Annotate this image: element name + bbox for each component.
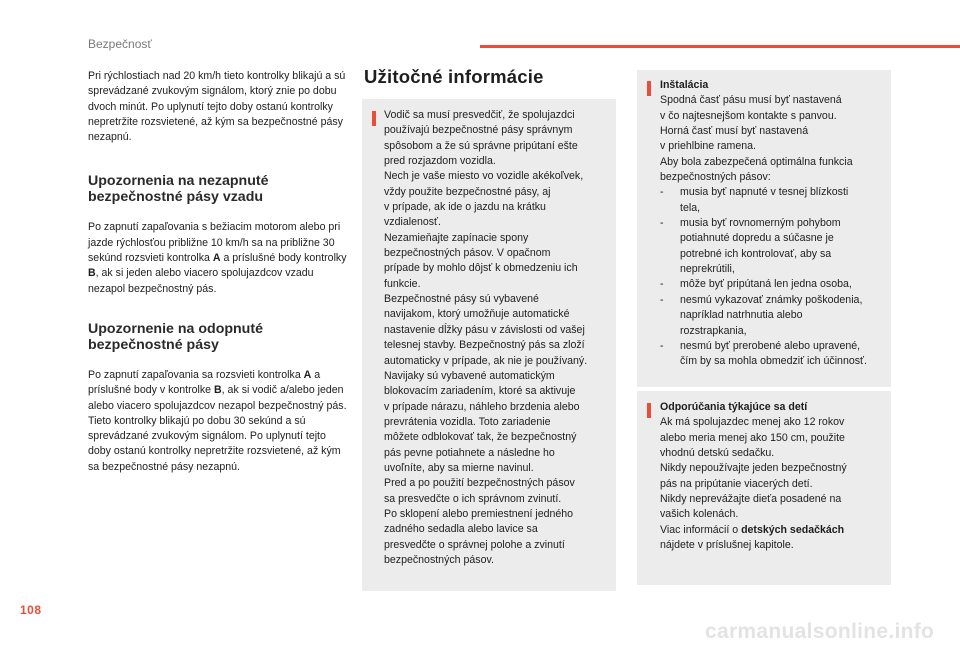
text-line: funkcie.	[384, 277, 421, 290]
text-line: Vodič sa musí presvedčiť, že spolujazdci	[384, 109, 575, 121]
installation-lines	[660, 93, 890, 185]
text-line: uvoľníte, aby sa mierne navinul.	[384, 461, 534, 474]
text-line: v prípade, ak ide o jazdu na krátku	[384, 201, 546, 214]
text-line: Horná časť musí byť nastavená	[660, 125, 809, 138]
text-line: navijakom, ktorý umožňuje automatické	[384, 308, 570, 321]
warning-mark-icon	[647, 403, 651, 418]
list-item	[660, 293, 890, 339]
heading-line: Upozornenia na nezapnuté	[88, 173, 269, 190]
info-box-installation	[637, 70, 891, 387]
list-item	[660, 185, 890, 216]
child-seats-reference: detských sedačkách	[741, 523, 845, 536]
text-line: Nikdy neprevážajte dieťa posadené na	[660, 493, 842, 506]
list-item-line: rozstrapkania,	[680, 324, 747, 337]
text-line: môžete odblokovať tak, že bezpečnostný	[384, 431, 577, 444]
list-dash: -	[660, 278, 664, 291]
text-line: sa presvedčte o ich správnom zvinutí.	[384, 492, 562, 505]
children-last-line	[660, 523, 890, 538]
heading-line: bezpečnostné pásy vzadu	[88, 189, 264, 206]
text-line: bezpečnostných pásov:	[660, 171, 771, 184]
text-line: Pred a po použití bezpečnostných pásov	[384, 477, 575, 490]
warning-mark-icon	[372, 111, 376, 126]
text-run: , ak si jeden alebo viacero spolujazdcov vzadu nezapol bezpečnostný pás.	[88, 267, 314, 295]
list-item-line: tela,	[680, 201, 701, 214]
text-line: blokovacím zariadením, ktoré sa aktivuje	[384, 385, 576, 398]
text-line: alebo meria menej ako 150 cm, použite	[660, 431, 845, 444]
text-line: Nikdy nepoužívajte jeden bezpečnostný	[660, 462, 847, 475]
text-line: Aby bola zabezpečená optimálna funkcia	[660, 155, 853, 168]
text-line: v čo najtesnejšom kontakte s panvou.	[660, 109, 837, 122]
text-line: zadného sedadla alebo lavice sa	[384, 523, 538, 536]
text-run: Po zapnutí zapaľovania sa rozsvieti kontrolka	[88, 368, 304, 381]
indicator-a: A	[303, 368, 312, 381]
text-line: Navijaky sú vybavené automatickým	[384, 369, 555, 382]
watermark: carmanualsonline.info	[705, 620, 935, 643]
text-line: bezpečnostných pásov. V opačnom	[384, 247, 551, 260]
text-line: vašich kolenách.	[660, 508, 739, 521]
text-run: a príslušné body v kontrolke	[88, 368, 321, 397]
installation-text	[660, 78, 890, 370]
heading-rear-unbuckled	[88, 173, 348, 205]
list-dash: -	[660, 293, 664, 306]
list-dash: -	[660, 186, 664, 199]
list-item-line: čím by sa mohla obmedziť ich účinnosť.	[680, 355, 867, 368]
text-line: nastavenie dĺžky pásu v závislosti od vašej	[384, 323, 585, 336]
heading-line: Upozornenie na odopnuté	[88, 320, 263, 337]
text-line: vždy použite bezpečnostné pásy, aj	[384, 185, 551, 198]
children-lines	[660, 415, 890, 522]
text-line: Bezpečnostné pásy sú vybavené	[384, 293, 539, 306]
text-line: používajú bezpečnostné pásy správnym	[384, 124, 573, 137]
useful-info-heading: Užitočné informácie	[364, 66, 544, 87]
text-line: prevrátenia vozidla. Toto zariadenie	[384, 415, 551, 428]
text-line: pred rozjazdom vozidla.	[384, 155, 496, 168]
text-line: automaticky v prípade, ak nie je používaný.	[384, 354, 588, 367]
text-line: telesnej stavby. Bezpečnostný pás sa zloží	[384, 339, 585, 352]
blinking-paragraph: Tieto kontrolky blikajú po dobu 30 sekúnd a sú sprevádzané zvukovým signálom. Po uplynutí tejto doby ostanú kontrolky nepretržite rozsvietené, až kým sa bezpečnostné pásy nezapnú.	[88, 414, 341, 473]
text-run: , ak si vodič a/alebo jeden alebo viacero spolujazdcov nezapol bezpečnostný pás.	[88, 384, 347, 412]
list-item-line: môže byť pripútaná len jedna osoba,	[680, 278, 852, 291]
list-item-line: musia byť napnuté v tesnej blízkosti	[680, 186, 849, 199]
heading-line: bezpečnostné pásy	[88, 336, 219, 353]
page-number: 108	[20, 603, 42, 617]
unbuckled-paragraph	[88, 368, 348, 414]
left-column	[88, 69, 348, 475]
children-text	[660, 400, 890, 553]
info-box-children	[637, 391, 891, 585]
text-run: Viac informácií o	[660, 523, 742, 536]
text-line: spôsobom a že sú správne pripútaní ešte	[384, 139, 578, 152]
list-dash: -	[660, 217, 664, 230]
list-item-line: potiahnuté dopredu a súčasne je	[680, 232, 834, 245]
list-dash: -	[660, 339, 664, 352]
text-run: Po zapnutí zapaľovania s bežiacim motorom alebo pri jazde rýchlosťou približne 10 km/h sa na približne 30 sekúnd rozsvieti kontrolka	[88, 221, 341, 265]
list-item	[660, 216, 890, 277]
list-item-line: neprekrútili,	[680, 263, 735, 276]
text-line: pás pevne potiahnete a následne ho	[384, 446, 555, 459]
list-item-line: nesmú byť prerobené alebo upravené,	[680, 339, 861, 352]
text-line: v priehlbine ramena.	[660, 140, 756, 153]
text-line: vhodnú detskú sedačku.	[660, 447, 775, 460]
header-rule	[480, 45, 960, 48]
info-box-drivers	[362, 99, 616, 591]
list-item	[660, 277, 890, 292]
text-line: Ak má spolujazdec menej ako 12 rokov	[660, 416, 845, 429]
text-line: Po sklopení alebo premiestnení jedného	[384, 507, 574, 520]
intro-paragraph: Pri rýchlostiach nad 20 km/h tieto kontrolky blikajú a sú sprevádzané zvukovým signálom, ktorý znie po dobu dvoch minút. Po uplynutí tejto doby ostanú kontrolky nepretržite rozsvietené, až kým sa bezpečnostné pásy nezapnú.	[88, 70, 346, 144]
text-line: vzdialenosť.	[384, 216, 441, 229]
indicator-a: A	[212, 252, 221, 265]
text-line: Nezamieňajte zapínacie spony	[384, 231, 529, 244]
children-title: Odporúčania týkajúce sa detí	[660, 401, 808, 413]
indicator-b: B	[88, 267, 96, 280]
rear-warning-paragraph	[88, 220, 348, 296]
children-last-line: nájdete v príslušnej kapitole.	[660, 539, 794, 552]
section-title: Bezpečnosť	[88, 37, 152, 51]
text-line: v prípade nárazu, náhleho brzdenia alebo	[384, 400, 580, 413]
installation-list	[660, 185, 890, 369]
text-line: bezpečnostných pásov.	[384, 553, 494, 566]
text-run: a príslušné body kontrolky	[220, 252, 347, 265]
list-item-line: napríklad natrhnutia alebo	[680, 309, 803, 322]
info-box-text	[384, 108, 614, 568]
text-line: prípade by mohlo dôjsť k obmedzeniu ich	[384, 262, 578, 275]
list-item-line: potrebné ich kontrolovať, aby sa	[680, 247, 832, 260]
text-line: Nech je vaše miesto vo vozidle akékoľvek,	[384, 170, 584, 183]
list-item	[660, 339, 890, 370]
warning-mark-icon	[647, 81, 651, 96]
text-line: presvedčte o správnej polohe a zvinutí	[384, 538, 565, 551]
text-line: Spodná časť pásu musí byť nastavená	[660, 94, 842, 107]
list-item-line: nesmú vykazovať známky poškodenia,	[680, 293, 863, 306]
heading-unbuckled	[88, 321, 348, 353]
list-item-line: musia byť rovnomerným pohybom	[680, 217, 841, 230]
installation-title: Inštalácia	[660, 79, 709, 91]
text-line: pás na pripútanie viacerých detí.	[660, 477, 813, 490]
indicator-b: B	[214, 384, 222, 397]
